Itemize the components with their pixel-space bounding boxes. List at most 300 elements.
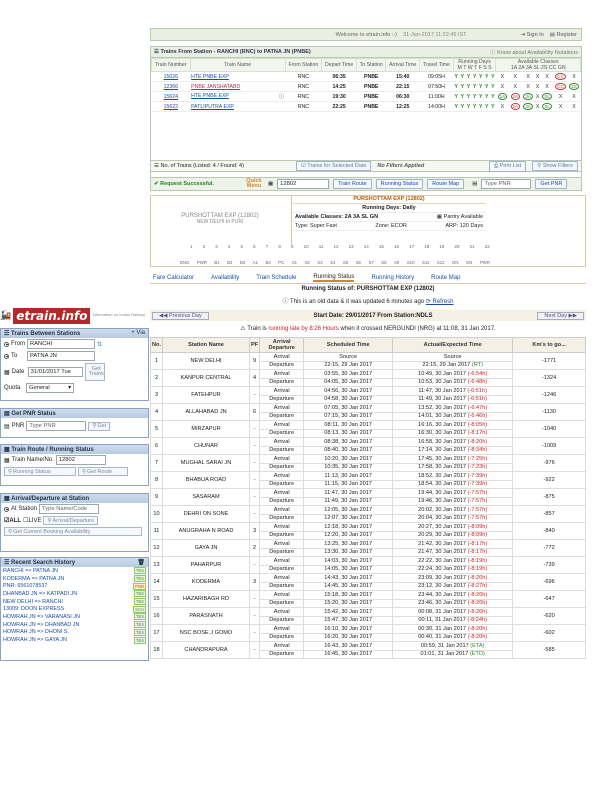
refresh-link[interactable]: ⟳ Refresh xyxy=(425,299,454,305)
tab-train-schedule[interactable]: Train Schedule xyxy=(256,274,297,281)
date-label: Date xyxy=(11,369,25,375)
running-day: Y xyxy=(454,73,458,80)
train-arp: ARP: 120 Days xyxy=(445,223,483,229)
recent-item-text[interactable]: HOWRAH JN => GAYA JN xyxy=(3,637,67,644)
col-station: Station Name xyxy=(163,338,250,353)
print-list-button[interactable]: ⎙ Print List xyxy=(489,161,526,172)
arrival-label: Arrival xyxy=(260,404,304,413)
coach-code: S3 xyxy=(317,260,323,265)
coach-number: 4 xyxy=(227,244,231,249)
col-arrival[interactable]: Arrival Time xyxy=(386,59,420,72)
departure-delay: (-8:19h) xyxy=(467,566,488,573)
departure-delay: (-6:46h) xyxy=(467,413,488,420)
platform: - xyxy=(250,591,260,608)
arrival-actual: 00:08, 31 Jan 2017 (-8:26h) xyxy=(393,608,513,617)
departure-scheduled: 14:05, 30 Jan 2017 xyxy=(304,565,393,574)
departure-scheduled: 04:05, 30 Jan 2017 xyxy=(304,378,393,387)
platform: - xyxy=(250,506,260,523)
station-name: DEHRI ON SONE xyxy=(163,506,250,523)
tab-availability[interactable]: Availability xyxy=(211,274,240,281)
train-list-table xyxy=(151,58,581,112)
recent-item[interactable] xyxy=(1,567,148,575)
col-depart[interactable]: Depart Time xyxy=(322,59,357,72)
recent-item[interactable] xyxy=(1,582,148,590)
at-station-radio[interactable] xyxy=(4,507,9,512)
train-travel: 09:05H xyxy=(420,72,453,82)
train-name-link[interactable]: PNBE JANSHATABD xyxy=(191,83,241,90)
coach-number: 7 xyxy=(265,244,269,249)
recent-item[interactable] xyxy=(1,613,148,621)
departure-actual: 14:01, 30 Jan 2017 (-6:46h) xyxy=(393,412,513,421)
coach-number: 1 xyxy=(190,244,193,249)
class-available[interactable]: 2A xyxy=(512,104,519,109)
booking-availability-button[interactable]: ⚲ Get Current Booking Availability xyxy=(4,527,142,536)
recent-item[interactable] xyxy=(1,575,148,583)
running-day: Y xyxy=(478,103,483,110)
arrival-label: Arrival xyxy=(260,370,304,379)
trains-selected-date-button[interactable]: ☑ Trains for Selected Date xyxy=(296,161,371,171)
running-day: Y xyxy=(472,103,477,110)
class-available[interactable]: CC xyxy=(557,84,564,89)
get-trains-button[interactable]: Get Trains xyxy=(85,363,105,381)
running-day: Y xyxy=(472,93,477,100)
etrain-logo[interactable] xyxy=(0,306,146,325)
running-day: Y xyxy=(491,73,495,80)
train-name-left: PURSHOTTAM EXP (12802) xyxy=(181,213,259,219)
departure-actual: 17:58, 30 Jan 2017 (-7:23h) xyxy=(393,463,513,472)
recent-item-tag: TBS xyxy=(135,576,144,582)
km-to-go: -1009 xyxy=(513,438,586,455)
station-row xyxy=(151,506,586,515)
departure-scheduled: 14:45, 30 Jan 2017 xyxy=(304,582,393,591)
train-number-input[interactable]: 12802 xyxy=(277,179,329,189)
sidebar-running-status-button[interactable]: ⚲ Running Status xyxy=(4,467,76,476)
arrival-actual: 17:45, 30 Jan 2017 (-7:25h) xyxy=(393,455,513,464)
recent-item-text[interactable]: PNR: 6561078537 xyxy=(3,583,48,590)
recent-item[interactable] xyxy=(1,598,148,606)
running-day: Y xyxy=(472,83,477,90)
running-day: Y xyxy=(491,103,495,110)
station-name: HAZARIBAGH RD xyxy=(163,591,250,608)
arrival-scheduled: 11:13, 30 Jan 2017 xyxy=(304,472,393,481)
to-input[interactable]: PATNA JN xyxy=(27,351,95,361)
coach-number: 22 xyxy=(484,244,490,249)
arrival-delay: (-6:51h) xyxy=(467,387,487,394)
station-row xyxy=(151,574,586,583)
departure-label: Departure xyxy=(260,565,304,574)
departure-scheduled: 15:47, 30 Jan 2017 xyxy=(304,616,393,625)
train-to: PNBE xyxy=(357,102,386,112)
arrival-label: Arrival xyxy=(260,523,304,532)
departure-delay: (-8:27h) xyxy=(467,583,488,590)
class-unavailable: X xyxy=(572,73,576,80)
arrival-scheduled: 14:03, 30 Jan 2017 xyxy=(304,557,393,566)
departure-label: Departure xyxy=(260,412,304,421)
to-radio[interactable] xyxy=(4,354,9,359)
platform: - xyxy=(250,387,260,404)
recent-item-text[interactable]: HOWRAH JN => DHONI S. xyxy=(3,629,69,636)
train-arr: 15:40 xyxy=(386,72,420,82)
train-name-link[interactable]: HTE PNBE EXP xyxy=(191,93,229,99)
trash-icon[interactable]: 🗑 xyxy=(137,560,145,566)
arrival-actual: 23:44, 30 Jan 2017 (-8:26h) xyxy=(393,591,513,600)
station-name: NEW DELHI xyxy=(163,353,250,370)
col-available-classes: Available Classes 1A 2A 3A SL 2S CC GN xyxy=(496,59,581,72)
register-link[interactable]: ▤ Register xyxy=(549,31,577,38)
arrival-scheduled: 07:05, 30 Jan 2017 xyxy=(304,404,393,413)
arrival-label: Arrival xyxy=(260,387,304,396)
departure-actual: 21:47, 30 Jan 2017 (-8:17h) xyxy=(393,548,513,557)
arrival-delay: (-8:19h) xyxy=(467,557,488,564)
col-travel[interactable]: Travel Time xyxy=(420,59,453,72)
platform: - xyxy=(250,489,260,506)
arrival-scheduled: 08:38, 30 Jan 2017 xyxy=(304,438,393,447)
departure-label: Departure xyxy=(260,395,304,404)
col-train-number[interactable]: Train Number xyxy=(152,59,191,72)
recent-list xyxy=(1,567,148,644)
arrival-scheduled: 12:18, 30 Jan 2017 xyxy=(304,523,393,532)
recent-item-tag: TBS xyxy=(135,637,144,643)
list-icon: ☰ xyxy=(154,49,161,55)
arrival-actual: 11:47, 30 Jan 2017 (-6:51h) xyxy=(393,387,513,396)
arrival-actual: 19:44, 30 Jan 2017 (-7:57h) xyxy=(393,489,513,498)
coach-code: S8 xyxy=(381,260,387,265)
via-button[interactable]: + Via xyxy=(131,330,145,336)
current-datetime: 31-Jan-2017 11:22:45 IST xyxy=(403,31,467,38)
recent-item-text[interactable]: DHANBAD JN => KATPADI JN xyxy=(3,590,78,597)
departure-delay: (-6:51h) xyxy=(467,396,487,403)
sidebar-pnr-input[interactable]: Type PNR xyxy=(26,421,86,431)
train-name-link[interactable]: PATLIPUTRA EXP xyxy=(191,103,234,110)
departure-scheduled: 04:58, 30 Jan 2017 xyxy=(304,395,393,404)
train-to: PNBE xyxy=(357,72,386,82)
station-row xyxy=(151,472,586,481)
quota-select[interactable]: General ▾ xyxy=(26,383,74,393)
departure-label: Departure xyxy=(260,582,304,591)
class-available[interactable]: SL xyxy=(544,104,550,109)
station-no: 7 xyxy=(151,455,163,472)
station-row xyxy=(151,608,586,617)
route-map-button[interactable]: Route Map xyxy=(427,179,464,189)
recent-search-panel xyxy=(0,557,149,661)
arrival-scheduled: 14:43, 30 Jan 2017 xyxy=(304,574,393,583)
departure-actual: 17:14, 30 Jan 2017 (-8:34h) xyxy=(393,446,513,455)
train-row[interactable] xyxy=(152,72,581,82)
sidebar-get-route-button[interactable]: ⚲ Get Route xyxy=(78,467,128,476)
platform: - xyxy=(250,455,260,472)
km-to-go: -922 xyxy=(513,472,586,489)
coach-number: 21 xyxy=(469,244,475,249)
arrival-actual: Source xyxy=(393,353,513,362)
departure-delay: (-7:57h) xyxy=(467,498,488,505)
running-day: Y xyxy=(485,73,489,80)
running-day: Y xyxy=(454,93,458,100)
quota-label: Quota xyxy=(4,385,21,391)
running-day: Y xyxy=(460,103,465,110)
class-available[interactable]: 2A xyxy=(512,94,519,99)
class-unavailable: X xyxy=(526,73,530,80)
date-input[interactable]: 31/01/2017 Tue xyxy=(28,367,83,377)
station-name: GAYA JN xyxy=(163,540,250,557)
running-day: Y xyxy=(466,103,471,110)
tab-running-status[interactable]: Running Status xyxy=(313,273,355,280)
train-icon: ▦ xyxy=(267,181,274,187)
train-travel: 14:00H xyxy=(420,102,453,112)
train-number-link[interactable]: 15624 xyxy=(163,93,179,100)
pantry: ▦ Pantry Available xyxy=(436,214,483,220)
train-route-panel xyxy=(0,444,149,486)
station-name: ANUGRAHA N ROAD xyxy=(163,523,250,540)
recent-item-text[interactable]: HOWRAH JN => DHANBAD JN xyxy=(3,621,80,628)
old-data-notice: ⓘ This is an old data & it was updated 6 minutes ago ⟳ Refresh xyxy=(282,299,454,305)
train-tabs xyxy=(150,272,586,284)
departure-delay: (-8:34h) xyxy=(467,447,488,454)
get-pnr-button[interactable]: Get PNR xyxy=(535,179,567,189)
arrival-delay: (-8:26h) xyxy=(467,608,488,615)
station-row xyxy=(151,421,586,430)
station-row xyxy=(151,557,586,566)
station-name: CHANDRAPURA xyxy=(163,642,250,659)
departure-scheduled: 10:35, 30 Jan 2017 xyxy=(304,463,393,472)
running-status-button[interactable]: Running Status xyxy=(376,179,424,189)
availability-notations-link[interactable]: ⓘ Know about Availability Notations xyxy=(490,50,578,56)
running-day: Y xyxy=(491,93,495,100)
km-to-go: -585 xyxy=(513,642,586,659)
departure-delay: (-6:48h) xyxy=(467,379,488,386)
platform: - xyxy=(250,557,260,574)
km-to-go: -1246 xyxy=(513,387,586,404)
coach-number: 11 xyxy=(318,244,324,249)
station-input[interactable]: Type Name/Code xyxy=(39,504,99,514)
departure-label: Departure xyxy=(260,531,304,540)
km-to-go: -1040 xyxy=(513,421,586,438)
running-day: Y xyxy=(485,83,489,90)
platform: - xyxy=(250,608,260,625)
departure-label: Departure xyxy=(260,497,304,506)
arrival-delay: (-8:05h) xyxy=(467,421,488,428)
arrival-actual: 18:52, 30 Jan 2017 (-7:39h) xyxy=(393,472,513,481)
arrival-label: Arrival xyxy=(260,489,304,498)
train-number-link[interactable]: 12366 xyxy=(163,83,179,90)
departure-actual: 00:11, 31 Jan 2017 (-8:24h) xyxy=(393,616,513,625)
departure-actual: 11:49, 30 Jan 2017 (-6:51h) xyxy=(393,395,513,404)
class-unavailable: X xyxy=(500,73,505,80)
arrival-label: Arrival xyxy=(260,455,304,464)
recent-item[interactable] xyxy=(1,590,148,598)
class-available[interactable]: 3A xyxy=(525,94,531,99)
coach-code: B1 xyxy=(214,260,220,265)
recent-item-text[interactable]: NEW DELHI => RANCHI xyxy=(3,598,63,605)
arrival-label: Arrival xyxy=(260,540,304,549)
recent-item-text[interactable]: KODERMA => PATNA JN xyxy=(3,575,65,582)
station-row xyxy=(151,540,586,549)
departure-label: Departure xyxy=(260,446,304,455)
col-train-name[interactable]: Train Name xyxy=(190,59,285,72)
train-from: RNC xyxy=(285,92,322,102)
recent-item-text[interactable]: HOWRAH JN => VARANASI JN xyxy=(3,613,80,620)
station-no: 10 xyxy=(151,506,163,523)
train-info-box xyxy=(291,195,486,245)
departure-label: Departure xyxy=(260,616,304,625)
arrival-scheduled: 10:20, 30 Jan 2017 xyxy=(304,455,393,464)
pnr-input[interactable]: Type PNR xyxy=(481,179,531,189)
class-available[interactable]: 3A xyxy=(525,104,531,109)
coach-number: 18 xyxy=(424,244,430,249)
running-day: Y xyxy=(460,93,465,100)
station-no: 6 xyxy=(151,438,163,455)
train-number-link[interactable]: 15622 xyxy=(163,103,179,110)
tab-route-map[interactable]: Route Map xyxy=(431,274,461,281)
km-to-go: -739 xyxy=(513,557,586,574)
departure-scheduled: 13:30, 30 Jan 2017 xyxy=(304,548,393,557)
class-unavailable: X xyxy=(500,83,505,90)
platform: 3 xyxy=(250,523,260,540)
station-row xyxy=(151,455,586,464)
departure-actual: 20:04, 30 Jan 2017 (-7:57h) xyxy=(393,514,513,523)
swap-icon[interactable]: ⇅ xyxy=(97,341,103,348)
arrival-scheduled: Source xyxy=(304,353,393,362)
train-number-link[interactable]: 15026 xyxy=(163,73,179,80)
train-row[interactable] xyxy=(152,92,581,102)
sidebar-get-pnr-button[interactable]: ⚲ Get xyxy=(88,422,110,431)
station-row xyxy=(151,523,586,532)
train-name-label: Train Name/No. xyxy=(11,457,54,463)
train-travel: 11:00H xyxy=(420,92,453,102)
arrival-actual: 13:52, 30 Jan 2017 (-6:47h) xyxy=(393,404,513,413)
train-name-link[interactable]: HTE PNBE EXP xyxy=(191,73,229,80)
live-checkbox[interactable]: ☐LIVE xyxy=(23,518,42,524)
recent-item[interactable] xyxy=(1,636,148,644)
station-no: 17 xyxy=(151,625,163,642)
departure-scheduled: 22:15, 29 Jan 2017 xyxy=(304,361,393,370)
col-from[interactable]: From Station xyxy=(285,59,322,72)
all-checkbox[interactable]: ☑ALL xyxy=(4,518,22,524)
arrival-delay: (-7:25h) xyxy=(467,455,488,462)
station-row xyxy=(151,353,586,362)
station-row xyxy=(151,489,586,498)
coach-position-numbers xyxy=(190,244,490,251)
class-available[interactable]: CC xyxy=(557,74,564,79)
arrival-label: Arrival xyxy=(260,506,304,515)
arrdep-title: ▦ Arrival/Departure at Station xyxy=(4,496,90,502)
quick-menu-button[interactable]: Quick Menu xyxy=(246,177,262,189)
train-row[interactable] xyxy=(152,102,581,112)
train-dep: 14:25 xyxy=(322,82,357,92)
sidebar-train-input[interactable]: 12802 xyxy=(56,455,106,465)
train-route-button[interactable]: Train Route xyxy=(333,179,372,189)
show-filters-button[interactable]: ⚲ Show Filters xyxy=(532,161,578,171)
recent-item-text[interactable]: RANCHI => PATNA JN xyxy=(3,567,58,574)
sign-in-link[interactable]: ⇥ Sign In xyxy=(520,31,544,38)
departure-label: Departure xyxy=(260,361,304,370)
station-no: 12 xyxy=(151,540,163,557)
running-days: Running Days: Daily xyxy=(362,205,416,211)
station-no: 2 xyxy=(151,370,163,387)
departure-scheduled: 08:13, 30 Jan 2017 xyxy=(304,429,393,438)
arrival-actual: 20:27, 30 Jan 2017 (-8:09h) xyxy=(393,523,513,532)
running-day: Y xyxy=(454,83,458,90)
class-unavailable: X xyxy=(535,103,540,110)
recent-item-text[interactable]: 13009: DOON EXPRESS xyxy=(3,606,65,613)
arrival-delay: (-6:47h) xyxy=(467,404,488,411)
recent-item-tag: PNR xyxy=(135,583,144,589)
arrival-departure-button[interactable]: ⚲ Arrival/Departure xyxy=(43,516,98,525)
tab-running-history[interactable]: Running History xyxy=(371,274,415,281)
recent-item[interactable] xyxy=(1,621,148,629)
coach-number: 10 xyxy=(303,244,309,249)
station-no: 1 xyxy=(151,353,163,370)
col-to[interactable]: To Station xyxy=(357,59,386,72)
recent-title: ☰ Recent Search History xyxy=(4,560,76,566)
station-name: KANPUR CENTRAL xyxy=(163,370,250,387)
arrival-delay: (-8:20h) xyxy=(467,438,488,445)
bell-icon: ⚠ xyxy=(240,326,246,332)
from-input[interactable]: RANCHI xyxy=(27,339,95,349)
from-radio[interactable] xyxy=(4,342,9,347)
station-no: 16 xyxy=(151,608,163,625)
platform: - xyxy=(250,642,260,659)
class-available[interactable]: 2S xyxy=(571,84,577,89)
station-name: MIRZAPUR xyxy=(163,421,250,438)
departure-actual: 22:24, 30 Jan 2017 (-8:19h) xyxy=(393,565,513,574)
arrival-delay: (-8:17h) xyxy=(467,540,488,547)
train-row[interactable] xyxy=(152,82,581,92)
start-date: Start Date: 29/01/2017 From Station:NDLS xyxy=(313,312,433,319)
class-available[interactable]: 1A xyxy=(499,94,506,99)
platform: 6 xyxy=(250,404,260,421)
running-day: Y xyxy=(466,93,471,100)
coach-number: 17 xyxy=(409,244,415,249)
class-unavailable: X xyxy=(558,103,563,110)
arrival-actual: 00:59, 31 Jan 2017 (ETA) xyxy=(393,642,513,651)
departure-scheduled: 11:49, 30 Jan 2017 xyxy=(304,497,393,506)
recent-item[interactable] xyxy=(1,629,148,637)
col-arr-dep: Arrival Departure xyxy=(260,338,304,353)
departure-label: Departure xyxy=(260,650,304,659)
train-icon-sb: ▦ xyxy=(4,457,10,464)
next-day-button[interactable]: Next Day ▶▶ xyxy=(537,312,584,320)
coach-code: S4 xyxy=(330,260,336,265)
departure-scheduled: 07:15, 30 Jan 2017 xyxy=(304,412,393,421)
km-to-go: -840 xyxy=(513,523,586,540)
departure-delay: (-8:17h) xyxy=(467,549,488,556)
departure-label: Departure xyxy=(260,378,304,387)
station-name: PARASNATH xyxy=(163,608,250,625)
departure-delay: (-7:23h) xyxy=(467,464,488,471)
recent-item-tag: SCH xyxy=(135,606,144,612)
arrival-label: Arrival xyxy=(260,642,304,651)
arrival-actual: 00:30, 31 Jan 2017 (-8:20h) xyxy=(393,625,513,634)
coach-code: A1 xyxy=(252,260,258,265)
train-arr: 12:25 xyxy=(386,102,420,112)
previous-day-button[interactable]: ◀◀ Previous Day xyxy=(152,312,209,320)
recent-item[interactable] xyxy=(1,605,148,613)
platform: - xyxy=(250,472,260,489)
info-icon[interactable]: ⓘ xyxy=(278,94,285,100)
pnr-label: PNR xyxy=(11,423,25,429)
class-unavailable: X xyxy=(535,93,540,100)
train-dep: 06:35 xyxy=(322,72,357,82)
coach-number: 6 xyxy=(253,244,256,249)
recent-item-tag: TBS xyxy=(135,622,144,628)
platform: - xyxy=(250,625,260,642)
recent-item-tag: TBS xyxy=(135,614,144,620)
class-available[interactable]: SL xyxy=(544,94,550,99)
coach-code: PWR xyxy=(196,260,207,265)
tab-fare-calculator[interactable]: Fare Calculator xyxy=(153,274,195,281)
km-to-go: -857 xyxy=(513,506,586,523)
coach-number: 5 xyxy=(240,244,244,249)
